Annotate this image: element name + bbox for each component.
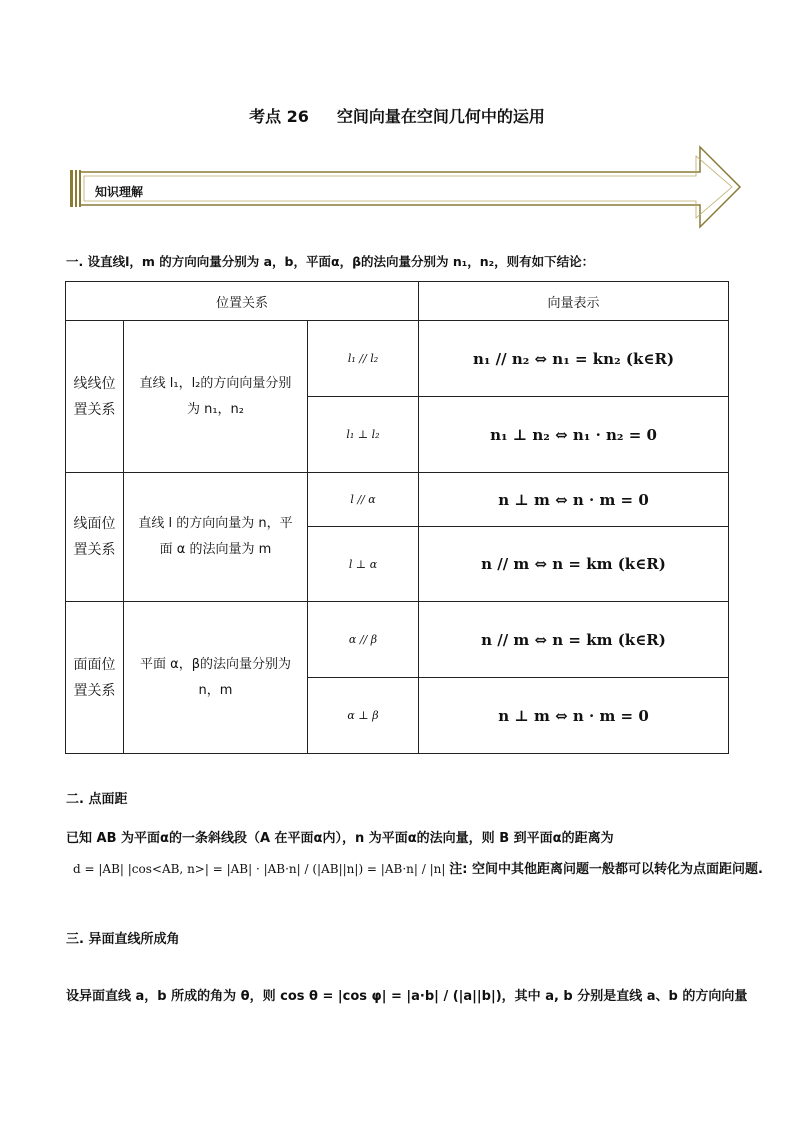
banner-bar-1: [70, 170, 73, 207]
page-title: [0, 104, 794, 127]
relation-cell: α // β: [308, 602, 419, 678]
table-row: [66, 321, 729, 397]
table-header-row: [66, 282, 729, 321]
banner-bar-3: [79, 170, 81, 207]
description-line: n，m: [198, 682, 233, 698]
vector-expression: n // m ⇔ n = km (k∈R): [419, 602, 729, 678]
relation-table: [65, 281, 729, 754]
distance-formula: [73, 858, 763, 877]
formula-expression: d = |AB| |cos<AB, n>| = |AB| · |AB·n| / (|AB||n|) = |AB·n| / |n|: [73, 862, 446, 876]
section1-intro: 一. 设直线l，m 的方向向量分别为 a，b，平面α，β的法向量分别为 n₁，n₂，则有如下结论：: [66, 254, 595, 269]
banner-bar-2: [75, 170, 77, 207]
relation-cell: l // α: [308, 473, 419, 527]
category-line: 面面位: [73, 656, 116, 673]
description-line: 面 α 的法向量为 m: [159, 542, 272, 557]
relation-cell: l ⊥ α: [308, 527, 419, 602]
title-text: 空间向量在空间几何中的运用: [336, 107, 545, 126]
category-line: 线线位: [73, 375, 116, 392]
description-cell: [124, 602, 308, 754]
category-cell: [66, 321, 124, 473]
table-row: [66, 602, 729, 678]
vector-expression: n₁ // n₂ ⇔ n₁ = kn₂ (k∈R): [419, 321, 729, 397]
vector-expression: n₁ ⊥ n₂ ⇔ n₁ · n₂ = 0: [419, 397, 729, 473]
header-position: 位置关系: [66, 282, 419, 321]
description-cell: [124, 321, 308, 473]
header-vector: 向量表示: [419, 282, 729, 321]
relation-cell: α ⊥ β: [308, 678, 419, 754]
section2-text: 已知 AB 为平面α的一条斜线段（A 在平面α内），n 为平面α的法向量，则 B 到平面α的距离为: [66, 831, 614, 846]
relation-cell: l₁ ⊥ l₂: [308, 397, 419, 473]
description-line: 平面 α，β的法向量分别为: [140, 656, 291, 672]
description-line: 直线 l₁，l₂的方向向量分别: [139, 375, 292, 391]
section3-text: 设异面直线 a，b 所成的角为 θ，则 cos θ = |cos φ| = |a·b| / (|a||b|)，其中 a, b 分别是直线 a、b 的方向向量: [66, 989, 748, 1004]
category-cell: [66, 602, 124, 754]
banner-arrow: [68, 145, 744, 229]
description-line: 直线 l 的方向向量为 n，平: [138, 516, 293, 531]
title-number: 考点 26: [249, 107, 309, 126]
category-line: 置关系: [73, 401, 116, 418]
category-line: 线面位: [73, 516, 116, 532]
vector-expression: n // m ⇔ n = km (k∈R): [419, 527, 729, 602]
banner-label: 知识理解: [95, 185, 144, 199]
formula-note: 注: 空间中其他距离问题一般都可以转化为点面距问题.: [449, 862, 763, 877]
vector-expression: n ⊥ m ⇔ n · m = 0: [419, 678, 729, 754]
vector-expression: n ⊥ m ⇔ n · m = 0: [419, 473, 729, 527]
description-cell: [124, 473, 308, 602]
table-row: [66, 473, 729, 527]
category-line: 置关系: [73, 682, 116, 699]
category-line: 置关系: [73, 542, 116, 558]
section2-heading: 二. 点面距: [66, 792, 128, 807]
section3-heading: 三. 异面直线所成角: [66, 932, 180, 947]
relation-cell: l₁ // l₂: [308, 321, 419, 397]
category-cell: [66, 473, 124, 602]
description-line: 为 n₁，n₂: [186, 401, 245, 417]
